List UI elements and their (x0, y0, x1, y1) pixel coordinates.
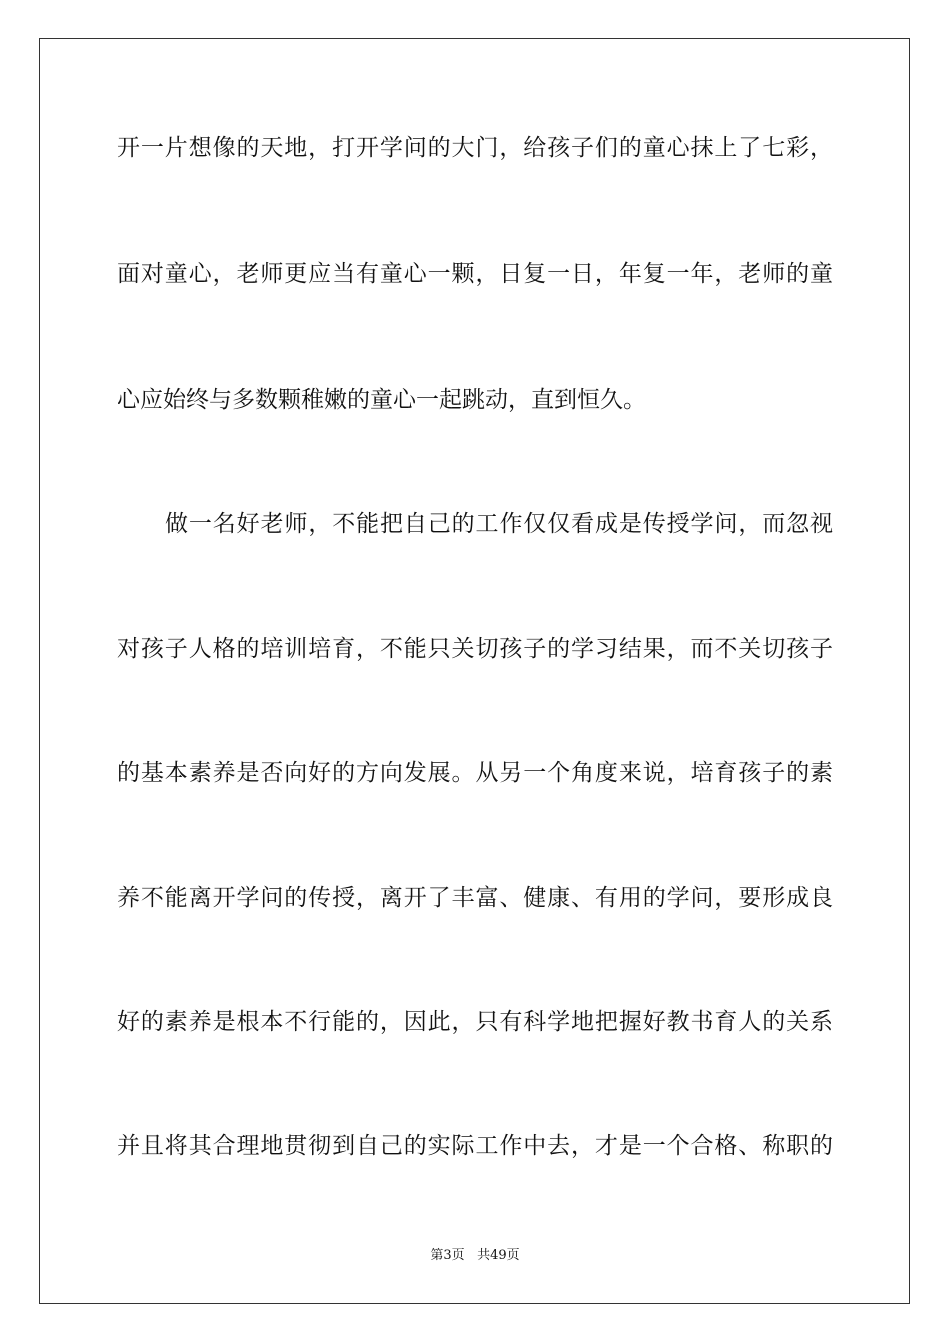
text-line-5: 对孩子人格的培训培育，不能只关切孩子的学习结果，而不关切孩子 (117, 636, 833, 662)
page-footer (0, 1247, 950, 1265)
page-border (39, 38, 910, 1304)
total-pages: 共49页 (477, 1248, 520, 1263)
text-line-2: 面对童心，老师更应当有童心一颗，日复一日，年复一年，老师的童 (117, 261, 833, 287)
text-line-4: 做一名好老师，不能把自己的工作仅仅看成是传授学问，而忽视 (165, 511, 833, 537)
text-line-3: 心应始终与多数颗稚嫩的童心一起跳动，直到恒久。 (117, 387, 646, 413)
page-number: 第3页 (430, 1248, 465, 1263)
text-line-7: 养不能离开学问的传授，离开了丰富、健康、有用的学问，要形成良 (117, 885, 833, 911)
text-line-1: 开一片想像的天地，打开学问的大门，给孩子们的童心抹上了七彩， (117, 135, 833, 161)
text-line-6: 的基本素养是否向好的方向发展。从另一个角度来说，培育孩子的素 (117, 760, 833, 786)
text-line-8: 好的素养是根本不行能的，因此，只有科学地把握好教书育人的关系 (117, 1009, 833, 1035)
text-line-9: 并且将其合理地贯彻到自己的实际工作中去，才是一个合格、称职的 (117, 1133, 833, 1159)
